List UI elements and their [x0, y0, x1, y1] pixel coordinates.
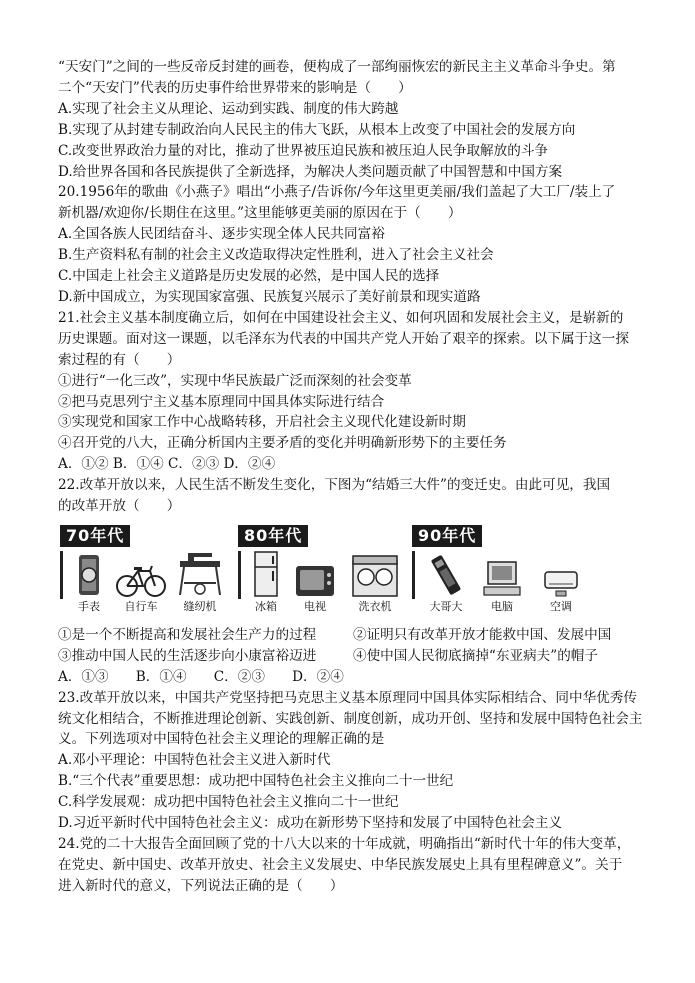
bicycle-icon [116, 563, 166, 597]
question-stem: 21.社会主义基本制度确立后，如何在中国建设社会主义、如何巩固和发展社会主义，是崭新的 [58, 309, 624, 326]
statement-row [58, 625, 648, 646]
question-stem: 20.1956年的歌曲《小燕子》唱出“小燕子/告诉你/今年这里更美丽/我们盖起了大工厂/装上了 [58, 184, 616, 201]
item-washing-machine [344, 551, 406, 614]
era-title: 70年代 [60, 525, 130, 547]
era-90s-items [420, 551, 590, 614]
option-a: A.邓小平理论：中国特色社会主义进入新时代 [58, 752, 331, 769]
washing-machine-icon [352, 555, 398, 597]
statement-3: ③推动中国人民的生活逐步向小康富裕迈进 [58, 647, 317, 664]
option-c: C.改变世界政治力量的对比，推动了世界被压迫民族和被压迫人民争取解放的斗争 [58, 142, 549, 159]
question-stem: 24.党的二十大报告全面回顾了党的十八大以来的十年成就，明确指出“新时代十年的伟大变革， [58, 836, 631, 852]
question-23 [58, 688, 648, 834]
item-watch [68, 551, 110, 614]
air-conditioner-icon [544, 571, 578, 597]
statement-1: ①进行“一化三改”，实现中华民族最广泛而深刻的社会变革 [58, 372, 412, 389]
question-20 [58, 182, 648, 307]
option-b: B.“三个代表”重要思想：成功把中国特色社会主义推向二十一世纪 [58, 773, 454, 790]
era-80s [238, 525, 308, 548]
question-stem: “天安门”之间的一些反帝反封建的画卷，便构成了一部绚丽恢宏的新民主主义革命斗争史。第 [58, 59, 616, 75]
item-sewing-machine [172, 551, 228, 614]
answer-choices: A．①③ B．①④ C．②③ D．②④ [58, 668, 344, 685]
statement-1: ①是一个不断提高和发展社会生产力的过程 [58, 626, 317, 643]
statement-4: ④使中国人民彻底摘掉“东亚病夫”的帽子 [353, 647, 598, 664]
marriage-items-figure [60, 525, 640, 619]
tv-icon [295, 565, 335, 597]
question-21 [58, 308, 648, 475]
statement-4: ④召开党的八大，正确分析国内主要矛盾的变化并明确新形势下的主要任务 [58, 435, 507, 452]
item-caption: 电脑 [491, 599, 513, 613]
question-stem: 23.改革开放以来，中国共产党坚持把马克思主义基本原理同中国具体实际相结合、同中华优秀传 [58, 689, 637, 706]
watch-icon [74, 553, 104, 597]
item-caption: 缝纫机 [183, 599, 217, 613]
question-stem: 二个“天安门”代表的历史事件给世界带来的影响是（ ） [58, 79, 412, 96]
statement-2: ②把马克思列宁主义基本原理同中国具体实际进行结合 [58, 393, 385, 410]
era-divider [60, 551, 63, 599]
sewing-machine-icon [176, 553, 224, 597]
era-70s-items [68, 551, 228, 614]
option-d: D.习近平新时代中国特色社会主义：成功在新形势下坚持和发展了中国特色社会主义 [58, 815, 563, 832]
computer-icon [482, 561, 522, 597]
item-caption: 洗衣机 [358, 599, 392, 613]
question-22 [58, 475, 648, 688]
option-d: D.给世界各国和各民族提供了全新选择，为解决人类问题贡献了中国智慧和中国方案 [58, 163, 563, 180]
statement-2: ②证明只有改革开放才能救中国、发展中国 [353, 626, 612, 643]
answer-choices: A．①② B．①④ C．②③ D．②④ [58, 456, 276, 473]
era-title: 80年代 [238, 525, 308, 547]
era-title: 90年代 [412, 525, 482, 547]
option-a: A.实现了社会主义从理论、运动到实践、制度的伟大跨越 [58, 100, 399, 117]
statement-row [58, 646, 648, 667]
statement-3: ③实现党和国家工作中心战略转移，开启社会主义现代化建设新时期 [58, 414, 466, 431]
question-stem: 义。下列选项对中国特色社会主义理论的理解正确的是 [58, 731, 385, 748]
item-tv [286, 551, 344, 614]
question-stem: 的改革开放（ ） [58, 498, 181, 515]
question-stem: 新机器/欢迎你/长期住在这里。”这里能够更美丽的原因在于（ ） [58, 205, 462, 222]
question-stem: 历史课题。面对这一课题，以毛泽东为代表的中国共产党人开始了艰辛的探索。以下属于这一探 [58, 330, 629, 347]
item-fridge [246, 551, 286, 614]
question-stem: 22.改革开放以来，人民生活不断发生变化，下图为“结婚三大件”的变迁史。由此可见，我国 [58, 477, 611, 494]
option-d: D.新中国成立，为实现国家富强、民族复兴展示了美好前景和现实道路 [58, 288, 481, 305]
fridge-icon [254, 551, 278, 597]
item-caption: 冰箱 [255, 599, 277, 613]
era-80s-items [246, 551, 406, 614]
question-stem: 进入新时代的意义，下列说法正确的是（ ） [58, 877, 344, 894]
item-caption: 大哥大 [429, 599, 463, 613]
question-stem: 在党史、新中国史、改革开放史、社会主义发展史、中华民族发展史上具有里程碑意义”。关于 [58, 856, 623, 873]
era-90s [412, 525, 482, 548]
item-caption: 手表 [78, 599, 100, 613]
option-c: C.科学发展观：成功把中国特色社会主义推向二十一世纪 [58, 794, 399, 811]
option-b: B.实现了从封建专制政治向人民民主的伟大飞跃，从根本上改变了中国社会的发展方向 [58, 121, 576, 138]
option-a: A.全国各族人民团结奋斗、逐步实现全体人民共同富裕 [58, 226, 385, 243]
mobile-phone-icon [429, 553, 463, 597]
era-divider [412, 551, 415, 599]
option-b: B.生产资料私有制的社会主义改造取得决定性胜利，进入了社会主义社会 [58, 247, 494, 264]
era-70s [60, 525, 130, 548]
question-stem: 索过程的有（ ） [58, 351, 181, 368]
era-divider [238, 551, 241, 599]
question-stem: 统文化相结合，不断推进理论创新、实践创新、制度创新，成功开创、坚持和发展中国特色社会主 [58, 710, 643, 727]
item-caption: 电视 [304, 599, 326, 613]
item-mobile-phone [420, 551, 472, 614]
question-19 [58, 57, 648, 182]
exam-page [58, 57, 648, 897]
item-caption: 空调 [550, 599, 572, 613]
item-bicycle [110, 551, 172, 614]
item-air-conditioner [532, 551, 590, 614]
option-c: C.中国走上社会主义道路是历史发展的必然，是中国人民的选择 [58, 268, 440, 285]
item-caption: 自行车 [124, 599, 158, 613]
item-computer [472, 551, 532, 614]
question-24 [58, 834, 648, 897]
